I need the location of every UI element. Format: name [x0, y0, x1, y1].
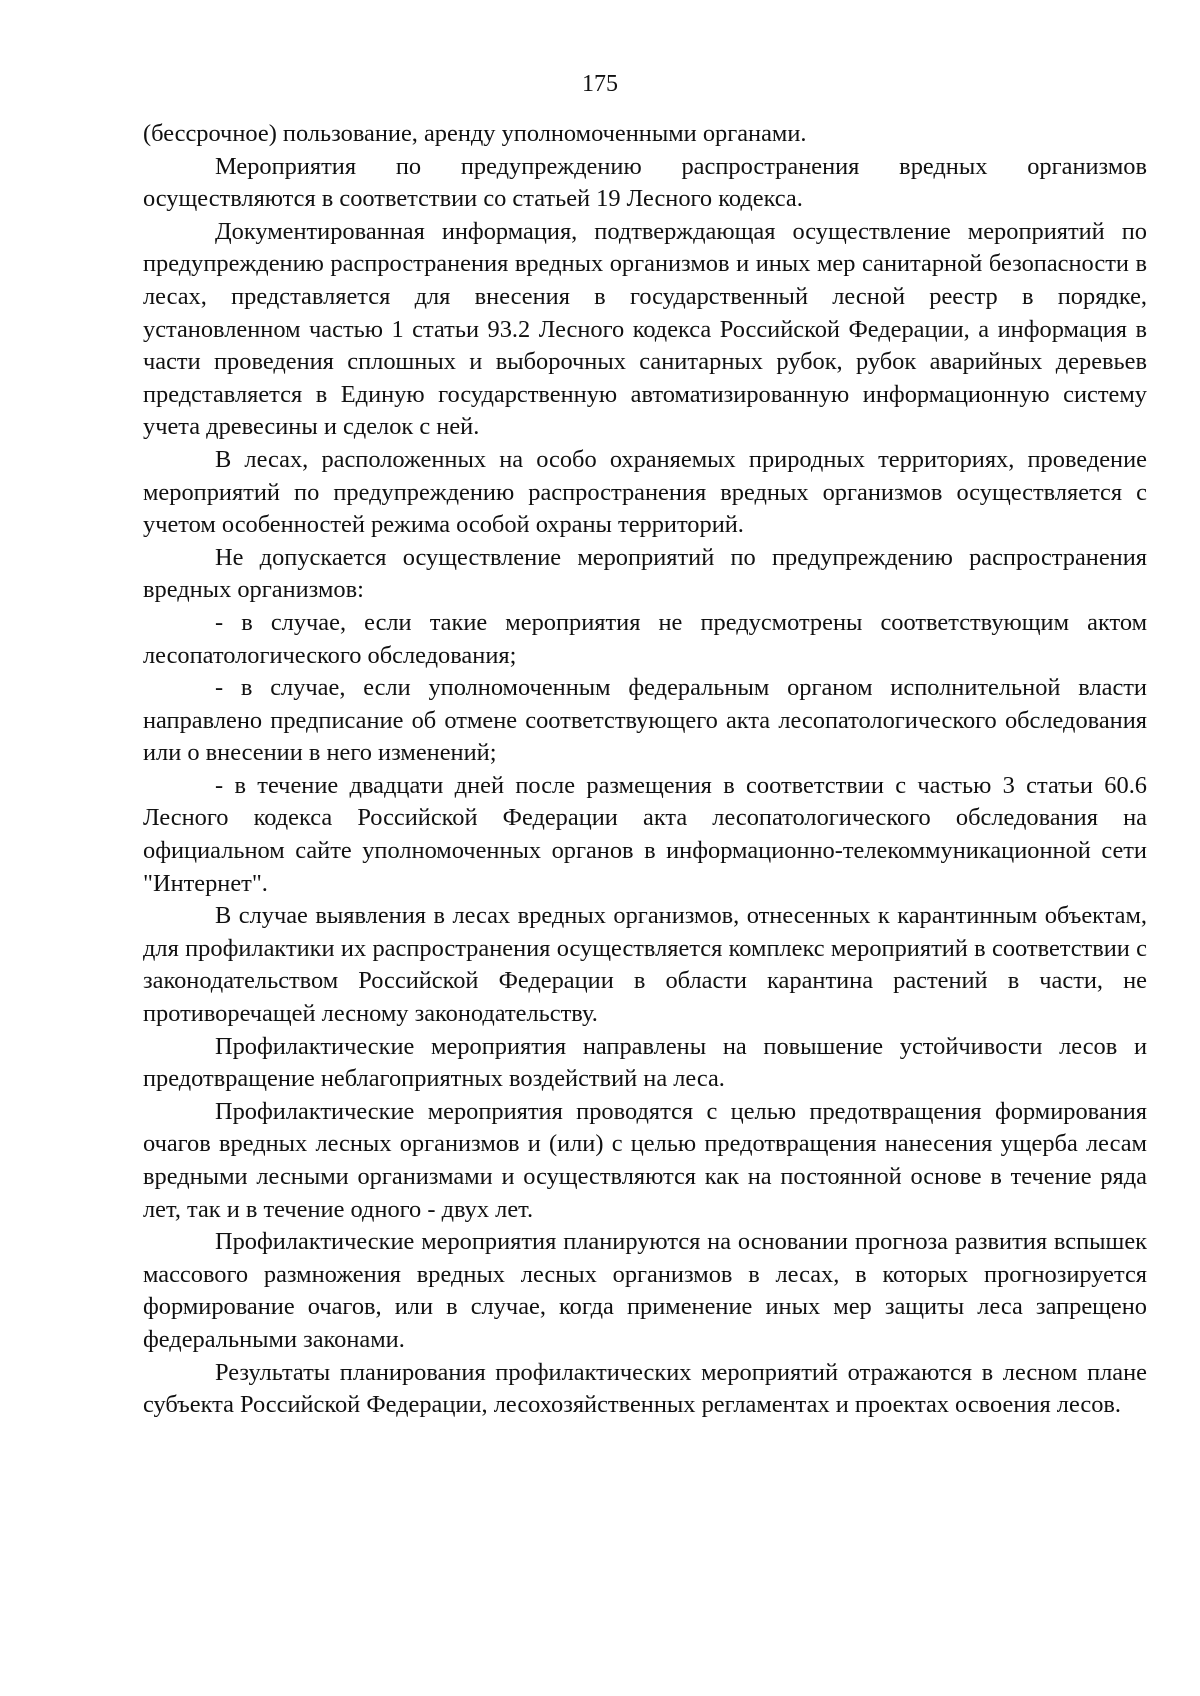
list-item-1: - в случае, если такие мероприятия не предусмотрены соответствующим актом лесопатологического обследования; — [143, 608, 1147, 669]
paragraph-9: Профилактические мероприятия планируются на основании прогноза развития вспышек массового размножения вредных лесных организмов в лесах, в которых прогнозируется формирование очагов, или в случае, когда применение иных мер защиты леса запрещено федеральными законами. — [143, 1228, 1147, 1353]
paragraph-4: В лесах, расположенных на особо охраняемых природных территориях, проведение мероприятий по предупреждению распространения вредных организмов осуществляется с учетом особенностей режима особой охраны территорий. — [143, 445, 1147, 539]
paragraph-2: Мероприятия по предупреждению распространения вредных организмов осуществляются в соответствии со статьей 19 Лесного кодекса. — [143, 152, 1147, 213]
paragraph-8: Профилактические мероприятия проводятся с целью предотвращения формирования очагов вредных лесных организмов и (или) с целью предотвращения нанесения ущерба лесам вредными лесными организмами и осуществляются как на постоянной основе в течение ряда лет, так и в течение одного - двух лет. — [143, 1097, 1147, 1223]
list-item-2: - в случае, если уполномоченным федеральным органом исполнительной власти направлено предписание об отмене соответствующего акта лесопатологического обследования или о внесении в него изменений; — [143, 674, 1147, 767]
paragraph-3: Документированная информация, подтверждающая осуществление мероприятий по предупреждению распространения вредных организмов и иных мер санитарной безопасности в лесах, представляется для внесения в государственный лесной реестр в порядке, установленном частью 1 статьи 93.2 Лесного кодекса Российской Федерации, а информация в части проведения сплошных и выборочных санитарных рубок, рубок аварийных деревьев представляется в Единую государственную автоматизированную информационную систему учета древесины и сделок с ней. — [143, 217, 1147, 441]
paragraph-10: Результаты планирования профилактических мероприятий отражаются в лесном плане субъекта Российской Федерации, лесохозяйственных регламентах и проектах освоения лесов. — [143, 1358, 1147, 1419]
paragraph-6: В случае выявления в лесах вредных организмов, отнесенных к карантинным объектам, для профилактики их распространения осуществляется комплекс мероприятий в соответствии с законодательством Российской Федерации в области карантина растений в части, не противоречащей лесному законодательству. — [143, 902, 1147, 1028]
paragraph-7: Профилактические мероприятия направлены на повышение устойчивости лесов и предотвращение неблагоприятных воздействий на леса. — [143, 1032, 1147, 1093]
paragraph-5: Не допускается осуществление мероприятий по предупреждению распространения вредных организмов: — [143, 543, 1147, 604]
list-item-3: - в течение двадцати дней после размещения в соответствии с частью 3 статьи 60.6 Лесного кодекса Российской Федерации акта лесопатологического обследования на официальном сайте уполномоченных органов в информационно-телекоммуникационной сети "Интернет". — [143, 771, 1147, 897]
document-body — [143, 118, 1147, 1422]
paragraph-1: (бессрочное) пользование, аренду уполномоченными органами. — [143, 120, 807, 147]
page-number: 175 — [582, 71, 618, 97]
